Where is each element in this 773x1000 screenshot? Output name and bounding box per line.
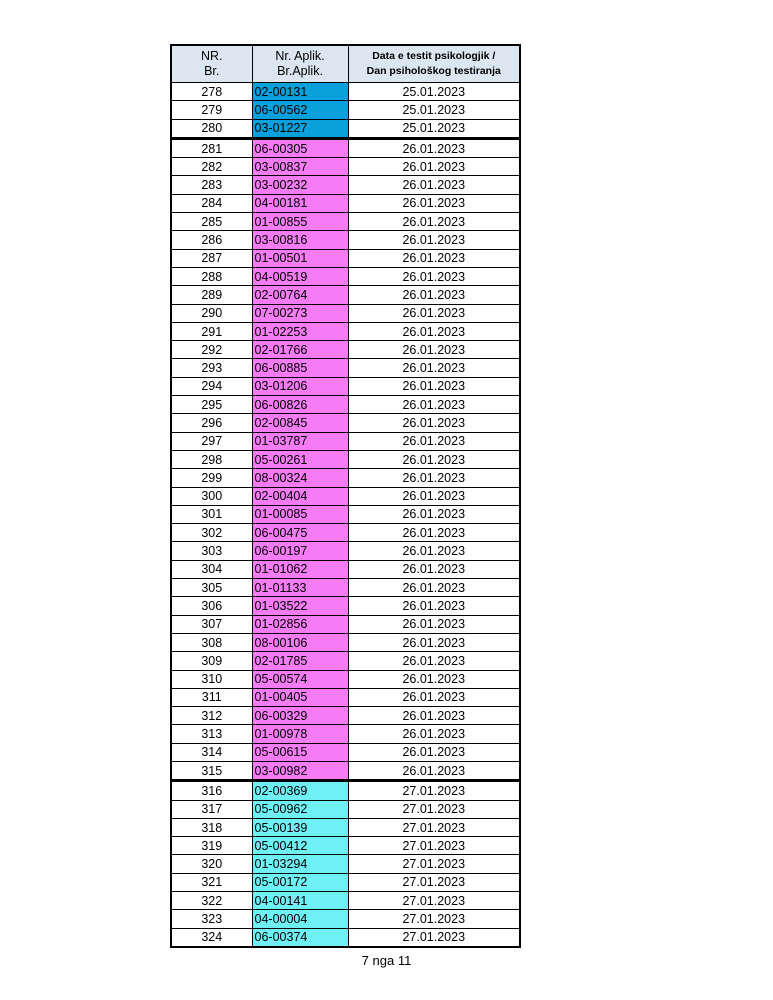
row-number-cell: 315 bbox=[171, 761, 252, 780]
row-number-cell: 316 bbox=[171, 781, 252, 800]
application-number-cell: 06-00305 bbox=[252, 138, 348, 157]
table-row bbox=[171, 743, 520, 761]
test-date-cell: 26.01.2023 bbox=[348, 414, 520, 432]
row-number-cell: 324 bbox=[171, 928, 252, 947]
table-row bbox=[171, 469, 520, 487]
test-date-cell: 26.01.2023 bbox=[348, 304, 520, 322]
application-number-cell: 05-00261 bbox=[252, 450, 348, 468]
row-number-cell: 300 bbox=[171, 487, 252, 505]
test-date-cell: 26.01.2023 bbox=[348, 524, 520, 542]
test-date-cell: 26.01.2023 bbox=[348, 579, 520, 597]
table-row bbox=[171, 176, 520, 194]
row-number-cell: 307 bbox=[171, 615, 252, 633]
table-row bbox=[171, 707, 520, 725]
test-date-cell: 26.01.2023 bbox=[348, 341, 520, 359]
application-number-cell: 02-00845 bbox=[252, 414, 348, 432]
table-row bbox=[171, 928, 520, 947]
test-date-cell: 26.01.2023 bbox=[348, 396, 520, 414]
application-number-cell: 01-03294 bbox=[252, 855, 348, 873]
table-row bbox=[171, 304, 520, 322]
page-number: 7 nga 11 bbox=[361, 953, 412, 968]
row-number-cell: 318 bbox=[171, 818, 252, 836]
test-date-cell: 26.01.2023 bbox=[348, 560, 520, 578]
header-app-line2: Br.Aplik. bbox=[277, 64, 323, 78]
application-number-cell: 08-00324 bbox=[252, 469, 348, 487]
application-number-cell: 03-01206 bbox=[252, 377, 348, 395]
application-number-cell: 05-00412 bbox=[252, 837, 348, 855]
row-number-cell: 319 bbox=[171, 837, 252, 855]
row-number-cell: 280 bbox=[171, 119, 252, 138]
row-number-cell: 294 bbox=[171, 377, 252, 395]
row-number-cell: 323 bbox=[171, 910, 252, 928]
test-date-cell: 26.01.2023 bbox=[348, 267, 520, 285]
application-number-cell: 03-01227 bbox=[252, 119, 348, 138]
test-date-cell: 26.01.2023 bbox=[348, 487, 520, 505]
row-number-cell: 286 bbox=[171, 231, 252, 249]
row-number-cell: 302 bbox=[171, 524, 252, 542]
application-number-cell: 01-03787 bbox=[252, 432, 348, 450]
row-number-cell: 301 bbox=[171, 505, 252, 523]
application-number-cell: 01-00978 bbox=[252, 725, 348, 743]
table-row bbox=[171, 341, 520, 359]
application-number-cell: 04-00519 bbox=[252, 267, 348, 285]
application-number-cell: 04-00141 bbox=[252, 892, 348, 910]
table-row bbox=[171, 213, 520, 231]
application-number-cell: 01-02856 bbox=[252, 615, 348, 633]
application-number-cell: 01-00405 bbox=[252, 688, 348, 706]
test-date-cell: 27.01.2023 bbox=[348, 855, 520, 873]
table-row bbox=[171, 910, 520, 928]
row-number-cell: 296 bbox=[171, 414, 252, 432]
table-row bbox=[171, 101, 520, 119]
test-date-cell: 26.01.2023 bbox=[348, 194, 520, 212]
test-date-cell: 26.01.2023 bbox=[348, 176, 520, 194]
application-number-cell: 07-00273 bbox=[252, 304, 348, 322]
test-date-cell: 26.01.2023 bbox=[348, 469, 520, 487]
table-row bbox=[171, 524, 520, 542]
application-number-cell: 02-00404 bbox=[252, 487, 348, 505]
application-number-cell: 08-00106 bbox=[252, 633, 348, 651]
table-row bbox=[171, 837, 520, 855]
application-number-cell: 01-00501 bbox=[252, 249, 348, 267]
test-date-cell: 26.01.2023 bbox=[348, 597, 520, 615]
application-number-cell: 05-00962 bbox=[252, 800, 348, 818]
application-number-cell: 06-00197 bbox=[252, 542, 348, 560]
test-date-cell: 27.01.2023 bbox=[348, 928, 520, 947]
application-number-cell: 01-00855 bbox=[252, 213, 348, 231]
table-row bbox=[171, 249, 520, 267]
test-date-cell: 26.01.2023 bbox=[348, 213, 520, 231]
table-row bbox=[171, 652, 520, 670]
test-date-cell: 26.01.2023 bbox=[348, 377, 520, 395]
header-application-number bbox=[252, 45, 348, 83]
row-number-cell: 298 bbox=[171, 450, 252, 468]
table-row bbox=[171, 892, 520, 910]
test-date-cell: 26.01.2023 bbox=[348, 322, 520, 340]
test-date-cell: 26.01.2023 bbox=[348, 138, 520, 157]
application-number-cell: 01-00085 bbox=[252, 505, 348, 523]
row-number-cell: 299 bbox=[171, 469, 252, 487]
table-row bbox=[171, 761, 520, 780]
test-date-cell: 27.01.2023 bbox=[348, 873, 520, 891]
table-row bbox=[171, 670, 520, 688]
row-number-cell: 304 bbox=[171, 560, 252, 578]
test-date-cell: 27.01.2023 bbox=[348, 837, 520, 855]
table-row bbox=[171, 83, 520, 101]
row-number-cell: 283 bbox=[171, 176, 252, 194]
header-nr-line2: Br. bbox=[204, 64, 220, 78]
table-row bbox=[171, 560, 520, 578]
test-date-cell: 26.01.2023 bbox=[348, 231, 520, 249]
table-row bbox=[171, 542, 520, 560]
application-number-cell: 02-00369 bbox=[252, 781, 348, 800]
row-number-cell: 317 bbox=[171, 800, 252, 818]
table-row bbox=[171, 688, 520, 706]
application-number-cell: 04-00004 bbox=[252, 910, 348, 928]
application-number-cell: 06-00826 bbox=[252, 396, 348, 414]
row-number-cell: 290 bbox=[171, 304, 252, 322]
table-row bbox=[171, 450, 520, 468]
test-date-cell: 26.01.2023 bbox=[348, 249, 520, 267]
table-row bbox=[171, 855, 520, 873]
test-date-cell: 26.01.2023 bbox=[348, 743, 520, 761]
application-number-cell: 02-01785 bbox=[252, 652, 348, 670]
test-date-cell: 26.01.2023 bbox=[348, 359, 520, 377]
test-date-cell: 26.01.2023 bbox=[348, 432, 520, 450]
row-number-cell: 281 bbox=[171, 138, 252, 157]
row-number-cell: 308 bbox=[171, 633, 252, 651]
table-row bbox=[171, 597, 520, 615]
test-date-cell: 26.01.2023 bbox=[348, 707, 520, 725]
header-nr-line1: NR. bbox=[200, 49, 223, 63]
table-row bbox=[171, 725, 520, 743]
table-row bbox=[171, 286, 520, 304]
header-test-date bbox=[348, 45, 520, 83]
table-row bbox=[171, 432, 520, 450]
row-number-cell: 284 bbox=[171, 194, 252, 212]
application-number-cell: 05-00172 bbox=[252, 873, 348, 891]
test-date-cell: 26.01.2023 bbox=[348, 652, 520, 670]
test-date-cell: 26.01.2023 bbox=[348, 725, 520, 743]
test-date-cell: 26.01.2023 bbox=[348, 761, 520, 780]
row-number-cell: 322 bbox=[171, 892, 252, 910]
application-number-cell: 01-03522 bbox=[252, 597, 348, 615]
row-number-cell: 282 bbox=[171, 158, 252, 176]
row-number-cell: 311 bbox=[171, 688, 252, 706]
test-date-cell: 26.01.2023 bbox=[348, 158, 520, 176]
application-number-cell: 01-02253 bbox=[252, 322, 348, 340]
row-number-cell: 309 bbox=[171, 652, 252, 670]
row-number-cell: 293 bbox=[171, 359, 252, 377]
table-body bbox=[171, 83, 520, 947]
application-number-cell: 04-00181 bbox=[252, 194, 348, 212]
test-date-cell: 26.01.2023 bbox=[348, 542, 520, 560]
application-number-cell: 06-00329 bbox=[252, 707, 348, 725]
test-date-cell: 25.01.2023 bbox=[348, 119, 520, 138]
application-number-cell: 05-00574 bbox=[252, 670, 348, 688]
row-number-cell: 295 bbox=[171, 396, 252, 414]
test-date-cell: 27.01.2023 bbox=[348, 892, 520, 910]
row-number-cell: 314 bbox=[171, 743, 252, 761]
row-number-cell: 310 bbox=[171, 670, 252, 688]
row-number-cell: 321 bbox=[171, 873, 252, 891]
application-number-cell: 06-00374 bbox=[252, 928, 348, 947]
table-row bbox=[171, 377, 520, 395]
row-number-cell: 320 bbox=[171, 855, 252, 873]
row-number-cell: 305 bbox=[171, 579, 252, 597]
application-number-cell: 05-00615 bbox=[252, 743, 348, 761]
test-date-cell: 25.01.2023 bbox=[348, 83, 520, 101]
table-row bbox=[171, 781, 520, 800]
application-number-cell: 06-00885 bbox=[252, 359, 348, 377]
application-number-cell: 03-00232 bbox=[252, 176, 348, 194]
schedule-table bbox=[170, 44, 521, 948]
table-row bbox=[171, 873, 520, 891]
test-date-cell: 26.01.2023 bbox=[348, 505, 520, 523]
test-date-cell: 26.01.2023 bbox=[348, 688, 520, 706]
row-number-cell: 278 bbox=[171, 83, 252, 101]
application-number-cell: 01-01062 bbox=[252, 560, 348, 578]
table-row bbox=[171, 505, 520, 523]
test-date-cell: 27.01.2023 bbox=[348, 910, 520, 928]
table-row bbox=[171, 633, 520, 651]
row-number-cell: 292 bbox=[171, 341, 252, 359]
header-date-line2: Dan psihološkog testiranja bbox=[366, 65, 501, 77]
test-date-cell: 27.01.2023 bbox=[348, 800, 520, 818]
table-row bbox=[171, 158, 520, 176]
table-row bbox=[171, 396, 520, 414]
table-row bbox=[171, 138, 520, 157]
application-number-cell: 02-00131 bbox=[252, 83, 348, 101]
application-number-cell: 02-01766 bbox=[252, 341, 348, 359]
table-header bbox=[171, 45, 520, 83]
header-row bbox=[171, 45, 520, 83]
table-row bbox=[171, 322, 520, 340]
test-date-cell: 26.01.2023 bbox=[348, 450, 520, 468]
application-number-cell: 03-00837 bbox=[252, 158, 348, 176]
row-number-cell: 291 bbox=[171, 322, 252, 340]
table-row bbox=[171, 800, 520, 818]
table-row bbox=[171, 487, 520, 505]
test-date-cell: 27.01.2023 bbox=[348, 818, 520, 836]
row-number-cell: 306 bbox=[171, 597, 252, 615]
row-number-cell: 285 bbox=[171, 213, 252, 231]
row-number-cell: 297 bbox=[171, 432, 252, 450]
table-row bbox=[171, 231, 520, 249]
test-date-cell: 26.01.2023 bbox=[348, 286, 520, 304]
test-date-cell: 25.01.2023 bbox=[348, 101, 520, 119]
application-number-cell: 03-00816 bbox=[252, 231, 348, 249]
row-number-cell: 312 bbox=[171, 707, 252, 725]
table-row bbox=[171, 119, 520, 138]
application-number-cell: 06-00475 bbox=[252, 524, 348, 542]
table-row bbox=[171, 194, 520, 212]
row-number-cell: 279 bbox=[171, 101, 252, 119]
test-date-cell: 26.01.2023 bbox=[348, 670, 520, 688]
row-number-cell: 303 bbox=[171, 542, 252, 560]
table-row bbox=[171, 359, 520, 377]
table-row bbox=[171, 267, 520, 285]
header-nr bbox=[171, 45, 252, 83]
row-number-cell: 287 bbox=[171, 249, 252, 267]
application-number-cell: 06-00562 bbox=[252, 101, 348, 119]
row-number-cell: 313 bbox=[171, 725, 252, 743]
table-row bbox=[171, 414, 520, 432]
application-number-cell: 03-00982 bbox=[252, 761, 348, 780]
test-date-cell: 26.01.2023 bbox=[348, 633, 520, 651]
row-number-cell: 289 bbox=[171, 286, 252, 304]
header-date-line1: Data e testit psikologjik / bbox=[372, 50, 496, 62]
application-number-cell: 01-01133 bbox=[252, 579, 348, 597]
header-app-line1: Nr. Aplik. bbox=[275, 49, 325, 63]
table-row bbox=[171, 818, 520, 836]
schedule-table-container bbox=[170, 44, 519, 948]
table-row bbox=[171, 615, 520, 633]
row-number-cell: 288 bbox=[171, 267, 252, 285]
test-date-cell: 26.01.2023 bbox=[348, 615, 520, 633]
test-date-cell: 27.01.2023 bbox=[348, 781, 520, 800]
application-number-cell: 05-00139 bbox=[252, 818, 348, 836]
table-row bbox=[171, 579, 520, 597]
application-number-cell: 02-00764 bbox=[252, 286, 348, 304]
